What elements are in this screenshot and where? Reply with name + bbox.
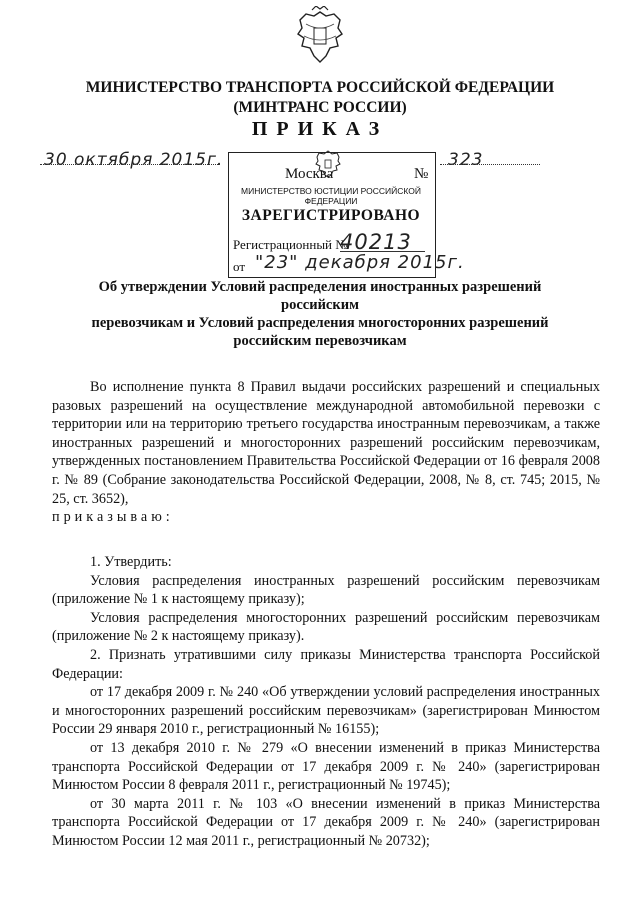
stamp-date: "23" декабря 2015г.	[255, 252, 465, 273]
subject-line: Об утверждении Условий распределения иностранных разрешений российским	[98, 279, 542, 313]
number-underline	[440, 164, 540, 165]
preamble-text: Во исполнение пункта 8 Правил выдачи российских разрешений и специальных разовых разрешений на осуществление международной автомобильной перевозки с территории или на территорию третьего государства иностранным перевозчикам, а также иностранных разрешений и многосторонних разрешений российским перевозчикам, утвержденных постановлением Правительства Российской Федерации от 16 февраля 2008 г. № 89 (Собрание законодательства Российской Федерации, 2008, № 8, ст. 745; 2015, № 25, ст. 3652),	[52, 379, 600, 507]
stamp-ministry: МИНИСТЕРСТВО ЮСТИЦИИ РОССИЙСКОЙ ФЕДЕРАЦИИ	[241, 186, 421, 206]
item-1a: Условия распределения иностранных разрешений российским перевозчикам (приложение № 1 к настоящему приказу);	[52, 572, 600, 608]
coat-of-arms-icon	[292, 6, 348, 68]
number-sign: №	[414, 166, 429, 182]
stamp-reg-number: 40213	[340, 230, 412, 254]
subject-line: перевозчикам и Условий распределения многосторонних разрешений	[91, 315, 549, 331]
order-items	[52, 553, 600, 851]
stamp-registered: ЗАРЕГИСТРИРОВАНО	[241, 207, 421, 224]
stamp-emblem-icon	[313, 148, 343, 178]
item-2: 2. Признать утратившими силу приказы Министерства транспорта Российской Федерации:	[52, 646, 600, 682]
preamble	[52, 378, 600, 527]
item-2a: от 17 декабря 2009 г. № 240 «Об утверждении условий распределения иностранных и многосторонних разрешений российским перевозчикам» (зарегистрирован Минюстом России 29 января 2010 г., регистрационный № 16155);	[52, 684, 600, 738]
item-2b: от 13 декабря 2010 г. № 279 «О внесении изменений в приказ Министерства транспорта Российской Федерации от 17 декабря 2009 г. № 240» (зарегистрирован Минюстом России 8 февраля 2011 г., регистрационный № 19745);	[52, 739, 600, 794]
document-subject	[70, 278, 570, 350]
order-date: 30 октября 2015г.	[44, 150, 224, 170]
date-underline	[40, 164, 220, 165]
stamp-from-label: от	[233, 259, 246, 274]
item-1: 1. Утвердить:	[90, 554, 172, 570]
order-word: приказываю:	[52, 509, 174, 526]
subject-line: российским перевозчикам	[233, 333, 407, 349]
stamp-reg-number-label: Регистрационный №	[233, 237, 348, 252]
ministry-name: МИНИСТЕРСТВО ТРАНСПОРТА РОССИЙСКОЙ ФЕДЕРАЦИИ	[85, 79, 555, 96]
document-type: ПРИКАЗ	[251, 118, 389, 140]
item-1b: Условия распределения многосторонних разрешений российским перевозчикам (приложение № 2 к настоящему приказу).	[52, 609, 600, 645]
city: Москва	[285, 166, 334, 182]
item-2c: от 30 марта 2011 г. № 103 «О внесении изменений в приказ Министерства транспорта Российской Федерации от 17 декабря 2009 г. № 240» (зарегистрирован Минюстом России 12 мая 2011 г., регистрационный № 20732);	[52, 795, 600, 849]
order-number: 323	[448, 150, 484, 170]
ministry-abbrev: (МИНТРАНС РОССИИ)	[233, 99, 407, 116]
